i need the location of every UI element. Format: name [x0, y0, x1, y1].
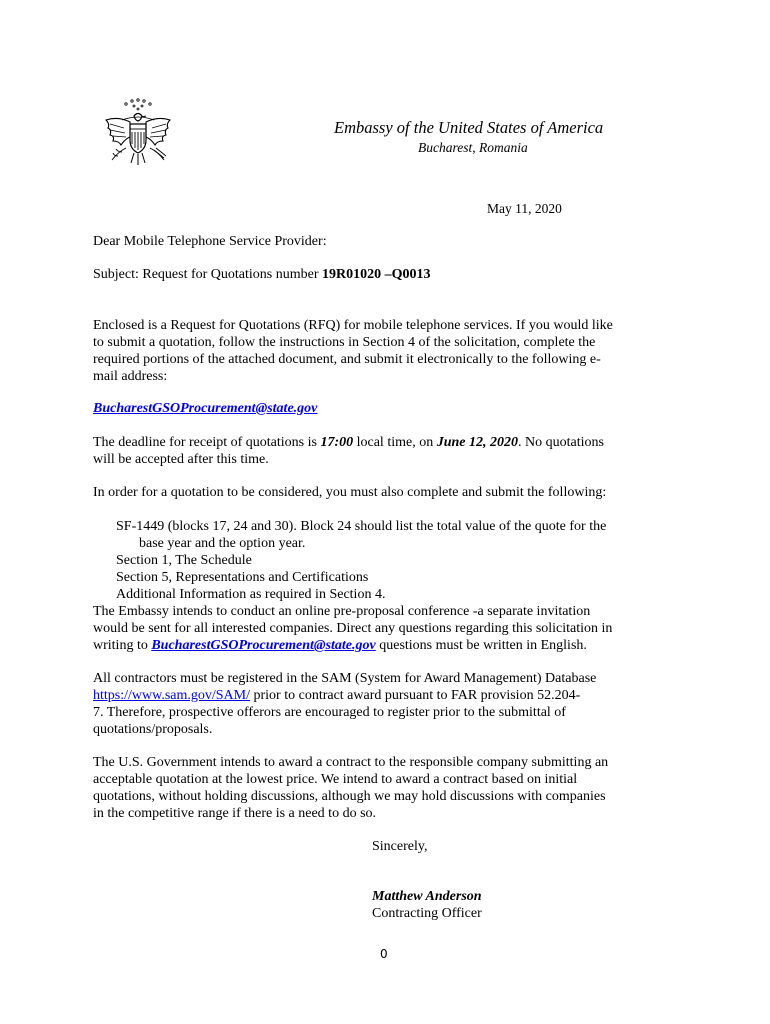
paragraph-line: [93, 637, 612, 654]
letterhead-title: Embassy of the United States of America: [334, 118, 604, 137]
paragraph-line: required portions of the attached document, and submit it electronically to the following e-: [93, 352, 601, 367]
deadline-text: The deadline for receipt of quotations is: [93, 435, 321, 450]
paragraph-line: The Embassy intends to conduct an online pre-proposal conference -a separate invitation: [93, 604, 591, 619]
deadline-paragraph: [93, 434, 604, 468]
requirement-item: Section 1, The Schedule: [116, 553, 252, 568]
paragraph-line: mail address:: [93, 369, 168, 384]
procurement-email-link[interactable]: BucharestGSOProcurement@state.gov: [151, 638, 376, 653]
closing: Sincerely,: [372, 839, 428, 854]
paragraph-line: quotations, without holding discussions, although we may hold discussions with companies: [93, 789, 606, 804]
rfq-number: 19R01020 –Q0013: [322, 267, 431, 282]
signer-title: Contracting Officer: [372, 906, 482, 921]
conference-paragraph: [93, 603, 612, 654]
deadline-line-2: will be accepted after this time.: [93, 452, 269, 467]
paragraph-line: [93, 687, 596, 704]
subject-line: [93, 267, 431, 283]
paragraph-line: acceptable quotation at the lowest price. We intend to award a contract based on initial: [93, 772, 578, 787]
deadline-line: [93, 434, 604, 451]
paragraph-line: Enclosed is a Request for Quotations (RFQ) for mobile telephone services. If you would like: [93, 318, 613, 333]
intro-paragraph: [93, 317, 613, 385]
paragraph-line: to submit a quotation, follow the instructions in Section 4 of the solicitation, complete the: [93, 335, 596, 350]
requirements-list: [116, 518, 606, 603]
requirement-item: SF-1449 (blocks 17, 24 and 30). Block 24 should list the total value of the quote for the: [116, 519, 607, 534]
subject-prefix: Subject: Request for Quotations number: [93, 267, 323, 282]
sam-paragraph: [93, 670, 596, 738]
sam-website-link[interactable]: https://www.sam.gov/SAM/: [93, 688, 250, 703]
award-paragraph: [93, 754, 608, 822]
email-block: [93, 401, 317, 417]
page-number: 0: [380, 947, 388, 961]
requirement-item-continued: base year and the option year.: [139, 536, 306, 551]
requirements-intro: In order for a quotation to be considered, you must also complete and submit the following:: [93, 485, 607, 500]
letter-date: May 11, 2020: [487, 201, 562, 216]
signer-name: Matthew Anderson: [372, 889, 482, 904]
salutation: Dear Mobile Telephone Service Provider:: [93, 234, 327, 249]
paragraph-line: All contractors must be registered in the SAM (System for Award Management) Database: [93, 671, 597, 686]
procurement-email-link[interactable]: BucharestGSOProcurement@state.gov: [93, 401, 318, 416]
paragraph-line: The U.S. Government intends to award a contract to the responsible company submitting an: [93, 755, 609, 770]
deadline-text: local time, on: [353, 435, 437, 450]
conference-text: questions must be written in English.: [375, 638, 587, 653]
deadline-time: 17:00: [320, 435, 354, 450]
conference-text: writing to: [93, 638, 152, 653]
requirement-item: Section 5, Representations and Certifications: [116, 570, 369, 585]
deadline-date: June 12, 2020: [436, 435, 518, 450]
sam-text: prior to contract award pursuant to FAR provision 52.204-: [250, 688, 581, 703]
requirement-item: Additional Information as required in Section 4.: [116, 587, 386, 602]
deadline-text: . No quotations: [518, 435, 604, 450]
paragraph-line: would be sent for all interested companies. Direct any questions regarding this solicitation in: [93, 621, 613, 636]
embassy-seal-logo: [96, 96, 180, 174]
letterhead-subtitle: Bucharest, Romania: [418, 140, 528, 155]
paragraph-line: in the competitive range if there is a need to do so.: [93, 806, 377, 821]
paragraph-line: quotations/proposals.: [93, 722, 213, 737]
paragraph-line: 7. Therefore, prospective offerors are encouraged to register prior to the submittal of: [93, 705, 566, 720]
